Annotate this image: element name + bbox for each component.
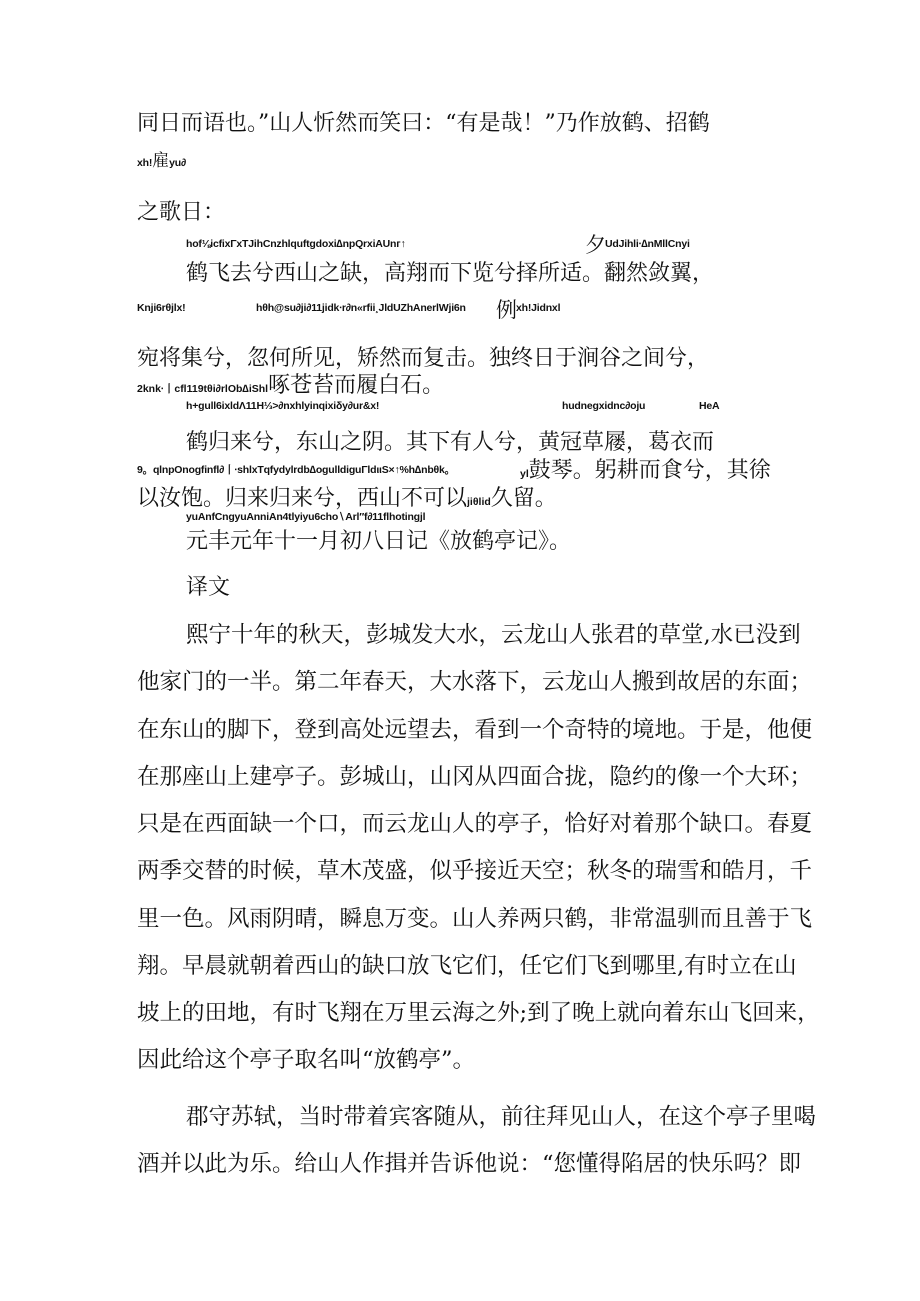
translation-p1-line: 里一色。风雨阴晴，瞬息万变。山人养两只鹤，非常温驯而且善于飞 bbox=[137, 906, 813, 932]
verse-2d: 久留。 bbox=[490, 486, 557, 511]
poem-intro-line: 同日而语也。”山人忻然而笑曰：“有是哉！”乃作放鹤、招鹤 bbox=[137, 111, 710, 136]
pinyin-line-3b: hθh@su∂ji∂11jidk∙r∂n«rfii¸JldUZhAnerlWji6n bbox=[256, 302, 466, 314]
verse-2c: 以汝饱。归来归来兮，西山不可以 bbox=[137, 486, 468, 511]
translation-p1-line: 翔。早晨就朝着西山的缺口放飞它们，任它们飞到哪里,有时立在山 bbox=[137, 953, 797, 979]
translation-p2-line: 酒并以此为乐。给山人作揖并告诉他说：“您懂得陷居的快乐吗？即 bbox=[137, 1151, 802, 1177]
verse-2a: 鹤归来兮，东山之阴。其下有人兮，黄冠草屦，葛衣而 bbox=[186, 430, 715, 455]
glyph-fragment-3: 例 bbox=[496, 298, 517, 322]
translation-p1-line: 在东山的脚下，登到高处远望去，看到一个奇特的境地。于是，他便 bbox=[137, 717, 813, 743]
verse-1b: 宛将集兮，忽何所见，矫然而复击。独终日于涧谷之间兮， bbox=[137, 346, 710, 371]
pinyin-line-7: jiθlid bbox=[467, 496, 491, 508]
pinyin-line-5b: hudnegxidnc∂oju bbox=[562, 400, 646, 412]
translation-p1-line: 因此给这个亭子取名叫“放鹤亭”。 bbox=[137, 1047, 476, 1073]
pinyin-line-2b: UdJihli∙∆nMllCnyi bbox=[605, 238, 690, 250]
pinyin-line-5c: HeA bbox=[699, 400, 720, 412]
pinyin-fragment: yu∂ bbox=[169, 157, 186, 169]
translation-p1-line: 熙宁十年的秋天，彭城发大水，云龙山人张君的草堂,水已没到 bbox=[186, 622, 801, 648]
translation-heading: 译文 bbox=[186, 575, 231, 600]
verse-2b: 鼓琴。躬耕而食兮，其徐 bbox=[528, 458, 771, 483]
pinyin-line-5a: h+gull6ixldΛ11H⅓>∂nxhlyinqixiδy∂ur&x! bbox=[186, 400, 380, 412]
pinyin-line-3a: Knji6rθjlx! bbox=[137, 302, 186, 314]
pinyin-line-1 bbox=[137, 146, 186, 171]
verse-2c-row bbox=[137, 481, 557, 512]
verse-1c: 啄苍苔而履白石。 bbox=[268, 373, 445, 398]
translation-p1-line: 只是在西面缺一个口，而云龙山人的亭子，恰好对着那个缺口。春夏 bbox=[137, 811, 813, 837]
pinyin-line-8: yuAnfCngyuAnniAn4tlyiyu6cho∖Arl″f∂11flhotingjl bbox=[186, 511, 426, 523]
pinyin-line-4: 2knk∙丨cfl119tθi∂rlOb∆iShl bbox=[137, 383, 269, 395]
translation-p1-line: 两季交替的时候，草木茂盛，似乎接近天空；秋冬的瑞雪和皓月，千 bbox=[137, 858, 813, 884]
song-intro-line: 之歌日： bbox=[137, 200, 226, 225]
pinyin-line-6b: yl bbox=[520, 468, 529, 480]
verse-2b-row bbox=[520, 453, 771, 484]
glyph-fragment-2: 夕 bbox=[585, 233, 606, 257]
verse-1c-row bbox=[137, 368, 444, 399]
pinyin-fragment: xh! bbox=[137, 157, 153, 169]
pinyin-line-2a: hof⅛icfixΓxTJihCnzhlquftgdoxi∆npQrxiAUnг↑ bbox=[186, 238, 406, 250]
glyph-fragment: 雇 bbox=[152, 151, 170, 171]
translation-p2-line: 郡守苏轼，当时带着宾客随从，前往拜见山人，在这个亭子里喝 bbox=[186, 1104, 817, 1130]
translation-p1-line: 他家门的一半。第二年春天，大水落下，云龙山人搬到故居的东面； bbox=[137, 669, 813, 695]
pinyin-line-3c: xh!Jidnxl bbox=[516, 302, 561, 314]
translation-p1-line: 坡上的田地，有时飞翔在万里云海之外;到了晚上就向着东山飞回来， bbox=[137, 1000, 820, 1026]
pinyin-line-6a: 9。qlnpOnogfinfl∂丨∙shlxTqfydylrdb∆ogulldiguΓldιιS×↑%h∆nbθk。 bbox=[137, 464, 455, 476]
verse-1a: 鹤飞去兮西山之缺，高翔而下览兮择所适。翻然敛翼， bbox=[186, 261, 715, 286]
date-line: 元丰元年十一月初八日记《放鹤亭记》。 bbox=[186, 529, 572, 554]
translation-p1-line: 在那座山上建亭子。彭城山，山冈从四面合拢，隐约的像一个大环； bbox=[137, 764, 813, 790]
